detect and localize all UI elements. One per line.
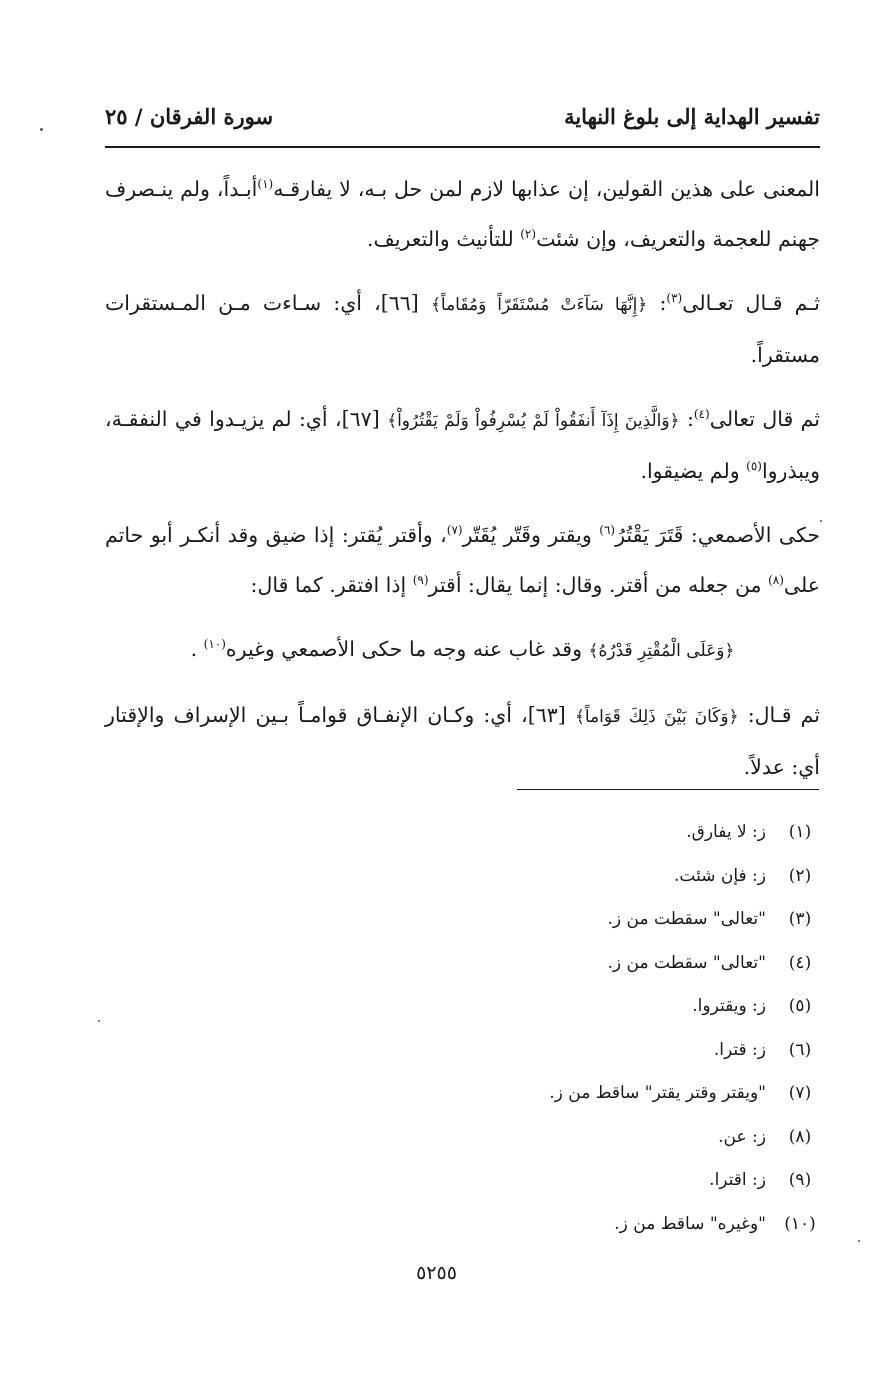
scan-speck: [98, 1020, 100, 1022]
header-rule: [105, 146, 820, 148]
paragraph-text: وقد غاب عنه وجه ما حكى الأصمعي وغيره: [225, 637, 589, 661]
running-header: [105, 100, 820, 138]
footnote-text: ز: لا يفارق.: [686, 822, 766, 842]
paragraph-text: ثم قال تعالى: [709, 407, 821, 431]
footnote-number: (٩): [788, 1170, 812, 1190]
footnote-item: [300, 1030, 820, 1074]
paragraph-text: من جعله من أقتر. وقال: إنما يقال: أقتر: [428, 573, 769, 597]
scan-speck: [40, 128, 43, 131]
quran-verse: ﴿وَعَلَى الْمُقْتِرِ قَدْرُهُ﴾: [588, 641, 735, 661]
main-text: [105, 164, 820, 806]
footnote-item: [300, 899, 820, 943]
footnote-marker: (٩): [412, 573, 429, 588]
footnote-text: ز: فإن شئت.: [673, 865, 766, 886]
paragraph: [105, 164, 820, 264]
footnote-number: (١٠): [784, 1213, 816, 1234]
page-number: ٥٢٥٥: [416, 1262, 457, 1284]
paragraph-text: المعنى على هذين القولين، إن عذابها لازم لمن حل بـه، لا يفارقـه: [273, 177, 820, 201]
footnote-text: "ويقتر وقتر يقتر" ساقط من ز.: [549, 1083, 766, 1103]
paragraph-text: [٦٧]، أي: لم يزيـدوا في النفقـة، ويبذروا: [105, 407, 820, 483]
paragraph-text: ولم يضيقوا.: [640, 459, 747, 483]
footnote-item: [300, 986, 820, 1030]
footnote-item: [300, 943, 820, 987]
footnote-number: (٤): [788, 952, 812, 973]
footnote-marker: (١): [257, 177, 274, 192]
footnote-number: (٨): [788, 1126, 812, 1147]
footnote-marker: (٣): [666, 291, 683, 306]
paragraph-text: ثـم قـال تعـالى: [682, 291, 821, 315]
footnote-marker: (٧): [446, 523, 463, 538]
header-book-title: تفسير الهداية إلى بلوغ النهاية: [564, 104, 820, 129]
footnote-number: (١): [788, 822, 812, 842]
footnote-text: ز: قترا.: [713, 1039, 766, 1060]
footnote-number: (٧): [788, 1083, 812, 1103]
footnote-item: [300, 856, 820, 900]
footnote-marker: (٥): [746, 459, 762, 474]
paragraph: [105, 394, 820, 496]
footnotes-list: [300, 812, 820, 1247]
footnote-item: [300, 1073, 820, 1117]
footnote-marker: (٨): [768, 573, 784, 588]
scan-speck: [820, 520, 822, 522]
paragraph: [105, 690, 820, 792]
quran-verse: ﴿إِنَّهَا سَآءَتْ مُسْتَقَرّاً وَمُقَاماً﴾: [430, 295, 648, 315]
paragraph-text: .: [190, 637, 204, 661]
footnote-marker: (٤): [693, 407, 710, 422]
paragraph-text: للتأنيث والتعريف.: [367, 227, 521, 251]
paragraph-text: حكى الأصمعي: قَتَرَ يَقْتُرُ: [615, 523, 820, 547]
footnote-text: "تعالى" سقطت من ز.: [607, 909, 766, 929]
header-surah: سورة الفرقان / ٢٥: [105, 104, 274, 129]
paragraph-text: إذا افتقر. كما قال:: [250, 573, 413, 597]
paragraph: [105, 510, 820, 610]
footnote-marker: (٦): [599, 523, 616, 538]
footnote-item: [300, 1204, 820, 1248]
footnote-marker: (٢): [520, 227, 537, 242]
footnote-text: ز: عن.: [718, 1126, 766, 1147]
footnote-text: ز: ويقتروا.: [692, 996, 766, 1016]
footnote-text: ز: اقترا.: [709, 1170, 766, 1190]
footnote-text: "تعالى" سقطت من ز.: [607, 952, 766, 973]
quran-verse: ﴿وَكَانَ بَيْنَ ذَلِكَ قَوَاماً﴾: [574, 707, 739, 727]
paragraph-text: [٦٦]، أي: سـاءت مـن المـستقرات مستقراً.: [105, 291, 820, 367]
scan-speck: [858, 1240, 860, 1242]
paragraph: [105, 278, 820, 380]
footnote-marker: (١٠): [203, 637, 226, 652]
quran-verse: ﴿وَالَّذِينَ إِذَآ أَنفَقُواْ لَمْ يُسْرِفُواْ وَلَمْ يَقْتُرُواْ﴾: [387, 411, 680, 431]
footnote-item: [300, 1117, 820, 1161]
paragraph: [105, 624, 820, 676]
footnote-number: (٦): [788, 1039, 812, 1060]
footnote-item: [300, 1160, 820, 1204]
footnote-number: (٣): [788, 909, 812, 929]
footnote-text: "وغيره" ساقط من ز.: [614, 1213, 766, 1234]
paragraph-text: ويقتر وقَتّر يُقَتّر: [462, 523, 600, 547]
footnote-rule: [517, 789, 819, 790]
paragraph-text: [٦٣]، أي: وكـان الإنفـاق قوامـاً بـين الإسراف والإقتار أي: عدلاً.: [105, 703, 820, 779]
paragraph-text: أبـداً، ولم ينـصرف جهنم للعجمة والتعريف، وإن شئت: [105, 177, 820, 251]
footnote-item: [300, 812, 820, 856]
paragraph-text: ثم قـال:: [738, 703, 821, 727]
paragraph-text: :: [679, 407, 694, 431]
footnote-number: (٥): [788, 996, 812, 1016]
paragraph-text: :: [647, 291, 667, 315]
footnote-number: (٢): [788, 865, 812, 886]
paragraph-text: ، وأقتر يُقتر: إذا ضيق وقد أنكـر أبو حاتم على: [105, 523, 820, 597]
